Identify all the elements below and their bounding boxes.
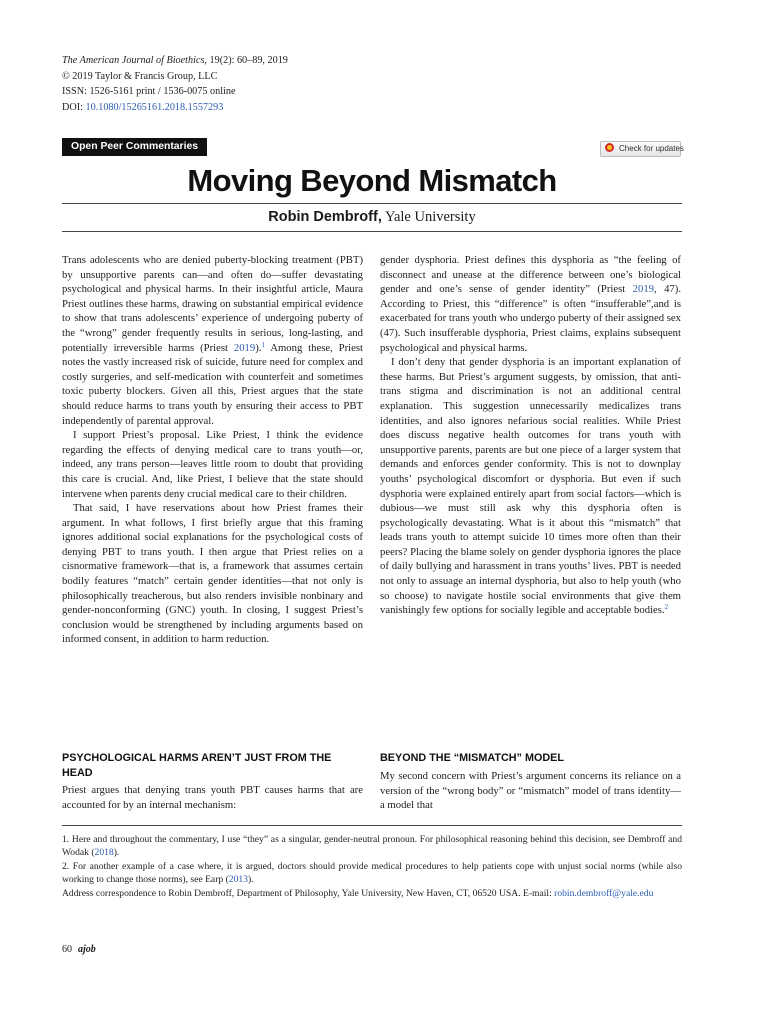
- byline: [62, 206, 682, 228]
- crossmark-icon: [605, 143, 614, 152]
- author-name: Robin Dembroff,: [268, 209, 382, 225]
- body-column-right: [380, 253, 681, 618]
- copyright-line: © 2019 Taylor & Francis Group, LLC: [62, 70, 218, 82]
- paragraph-text: ).: [255, 341, 262, 354]
- citation-link[interactable]: 2019: [632, 283, 655, 296]
- section-badge: Open Peer Commentaries: [62, 138, 207, 156]
- citation-link[interactable]: 2019: [233, 341, 256, 354]
- check-updates-label: Check for updates: [619, 144, 684, 153]
- body-column-left: [62, 253, 363, 647]
- doi-link[interactable]: 10.1080/15265161.2018.1557293: [85, 101, 224, 113]
- journal-citation: 19(2): 60–89, 2019: [206, 55, 288, 66]
- paragraph: That said, I have reservations about how Priest frames their argument. In what follows, I first briefly argue that this framing ignores additional social explanations for the psychological costs of denying PBT to trans youth. I then argue that Priest relies on a cisnormative framework—that is, a framework that assumes certain bodily features “match” certain gender identities—that not only is philosophically treacherous, but also renders invisible nonbinary and gender-nonconforming (GNC) youth. In closing, I suggest Priest’s conclusion would be strengthened by including arguments based on informed consent, in addition to harm reduction.: [62, 502, 363, 646]
- footnote-marker[interactable]: 1: [261, 340, 265, 349]
- page-number: 60: [62, 944, 72, 955]
- section-body-left: Priest argues that denying trans youth PBT causes harms that are accounted for by an internal mechanism:: [62, 784, 363, 811]
- paragraph-text: Among these, Priest notes the vastly increased risk of suicide, future need for complex and costly surgeries, and self-medication with counterfeit and sometimes toxic puberty blockers. Given all this, Priest argues that the state should reduce harms to trans youth by ensuring their access to PBT independently of parental approval.: [62, 341, 363, 427]
- footnote-rule: [62, 825, 682, 826]
- author-affiliation: Yale University: [381, 209, 476, 225]
- section-body-right: My second concern with Priest’s argument concerns its reliance on a version of the “wrong body” or “mismatch” model of trans identity—a model that: [380, 770, 681, 812]
- citation-link[interactable]: 2013: [228, 874, 248, 886]
- paragraph: Trans adolescents who are denied puberty-blocking treatment (PBT) by unsupportive parents can—and often do—suffer devastating psychological and physical harms. In their insightful article, Maura Priest outlines these harms, drawing on substantial empirical evidence to show that trans adolescents’ experience of undergoing puberty of the “wrong” gender frequently results in serious, long-lasting, and potentially irreversible harms (Priest 2019).$^1$ Among these, Priest notes the vastly increased risk of suicide, future need for complex and costly surgeries, and self-medication with counterfeit and sometimes toxic puberty blockers. Given all this, Priest argues that the state should reduce harms to trans youth by ensuring their access to PBT independently of parental approval.: [62, 254, 363, 427]
- journal-brand: ajob: [78, 944, 96, 955]
- footnote-2: 2. For another example of a case where, it is argued, doctors should provide medical procedures to help patients cope with unjust social norms (while also working to change those norms), see Earp (2013).: [62, 860, 682, 886]
- citation-link[interactable]: 2018: [94, 847, 114, 859]
- page-footer: [62, 944, 96, 955]
- email-link[interactable]: robin.dembroff@yale.edu: [554, 887, 654, 899]
- section-heading-right: BEYOND THE “MISMATCH” MODEL: [380, 752, 564, 764]
- section-heading-left: PSYCHOLOGICAL HARMS AREN’T JUST FROM THE HEAD: [62, 752, 332, 779]
- footnotes: [62, 833, 682, 900]
- footnote-1: 1. Here and throughout the commentary, I use “they” as a singular, gender-neutral pronoun. For philosophical reasoning behind this decision, see Dembroff and Wodak (2018).: [62, 834, 682, 859]
- byline-rule: [62, 231, 682, 232]
- journal-name: The American Journal of Bioethics,: [62, 55, 207, 66]
- paragraph: I support Priest’s proposal. Like Priest, I think the evidence regarding the effects of denying medical care to trans youth—or, indeed, any trans person—leaves little room to doubt that providing this care is crucial. And, like Priest, I believe that the state should intervene when parents deny crucial medical care to their children.: [62, 429, 363, 500]
- check-updates-button[interactable]: [600, 141, 684, 157]
- doi-label: DOI:: [62, 101, 86, 113]
- issn-line: ISSN: 1526-5161 print / 1536-0075 online: [62, 86, 236, 97]
- correspondence-address: Address correspondence to Robin Dembroff, Department of Philosophy, Yale University, New Haven, CT, 06520 USA. E-mail: robin.dembroff@yale.edu: [62, 887, 654, 899]
- paragraph: gender dysphoria. Priest defines this dysphoria as “the feeling of disconnect and unease at the difference between one’s biological gender and one’s sense of gender identity” (Priest 2019, 47). According to Priest, this “difference” is often “insufferable”,and is exacerbated for trans youth who undergo puberty of their assigned sex (47). Such insufferable dysphoria, Priest claims, explains subsequent psychological and physical harms.: [380, 254, 681, 354]
- paragraph: I don’t deny that gender dysphoria is an important explanation of these harms. But Priest’s argument suggests, by omission, that anti-trans stigma and discrimination is not an additional central explanation. This suggestion unnecessarily medicalizes trans identities, and also ignores nefarious social realities. While Priest does discuss negative health outcomes for trans youth with unsupportive parents, parents are but one piece of a larger system that demands and enforces gender conformity. This is not to downplay youths’ psychological discomfort or dysphoria. But even if such dysphoria were explained entirely apart from social factors—which is dubious—we must still ask why this dysphoria often is psychologically devastating. What is it about this “mismatch” that leads trans youth to attempt suicide 10 times more often than their peers? Placing the blame solely on gender dysphoria ignores the place of daily bullying and harassment in trans youths’ lives. PBT is needed not only to assuage an internal dysphoria, but also to help youth (who so choose) to navigate hostile social environments that give them vanishingly few options for socially legible and acceptable bodies.$^2$: [380, 356, 681, 617]
- title-rule: [62, 203, 682, 204]
- article-title: Moving Beyond Mismatch: [187, 163, 557, 198]
- footnote-marker[interactable]: 2: [664, 603, 669, 612]
- article-metadata: [62, 53, 288, 115]
